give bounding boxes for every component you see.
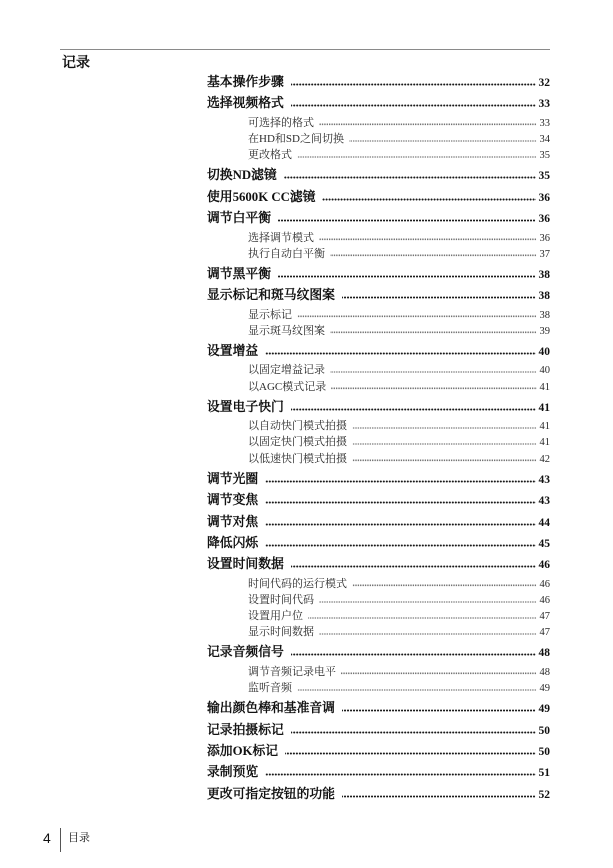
toc-subentry [248,576,550,592]
toc-entry [207,93,550,114]
toc-entry-title: 记录音频信号 [207,645,284,660]
toc-entry-title: 记录拍摄标记 [207,722,284,737]
toc-subentry-page: 41 [539,437,550,449]
dot-leader [352,427,537,429]
toc-entry-page: 35 [538,170,550,183]
footer-section-label: 目录 [68,832,90,844]
toc-entry-title: 基本操作步骤 [207,75,284,89]
toc-entry-page: 46 [538,559,550,572]
toc-subentry-page: 47 [539,627,550,639]
toc-subentry-group [207,230,550,264]
toc-subentry-title: 显示斑马纹图案 [248,324,325,337]
toc-subentry-page: 48 [539,666,550,678]
dot-leader [297,315,537,317]
toc-subentry-page: 47 [539,611,550,623]
dot-leader [265,544,535,547]
toc-entry-title: 设置时间数据 [207,557,284,572]
toc-entry [207,72,550,93]
toc-subentry-group [207,418,550,469]
dot-leader [330,331,537,333]
toc-subentry-page: 35 [539,150,550,162]
toc-subentry-title: 选择调节模式 [248,231,314,244]
toc-entry-title: 更改可指定按钮的功能 [207,786,335,801]
toc-subentry-title: 设置用户位 [248,610,303,623]
toc-subentry-title: 以自动快门模式拍摄 [248,420,347,433]
toc-entry [207,741,550,762]
dot-leader [331,387,536,389]
dot-leader [341,672,537,674]
toc-entry-title: 使用5600K CC滤镜 [207,189,316,204]
toc-subentry-page: 36 [539,232,550,244]
toc-entry-title: 设置增益 [207,344,259,359]
toc-subentry [248,115,550,131]
toc-entry-title: 降低闪烁 [207,535,259,550]
toc-entry-page: 36 [538,213,550,226]
toc-entry [207,762,550,783]
page-number: 4 [43,830,51,846]
toc-entry-title: 调节对焦 [207,514,259,529]
toc-subentry-title: 设置时间代码 [248,593,314,606]
toc-entry [207,490,550,511]
toc-entry-page: 32 [538,77,550,89]
toc-subentry [248,323,550,339]
toc-entry-page: 48 [538,647,550,660]
dot-leader [319,601,537,603]
toc-subentry-page: 39 [539,325,550,337]
toc-entry-page: 43 [538,473,550,486]
footer-divider [60,828,61,852]
toc-subentry-title: 以固定快门模式拍摄 [248,436,347,449]
dot-leader [352,459,537,461]
dot-leader [291,565,536,568]
dot-leader [352,584,537,586]
toc-entry-page: 36 [538,191,550,204]
toc-subentry [248,362,550,378]
toc-entry-page: 43 [538,495,550,508]
toc-subentry-title: 调节音频记录电平 [248,665,336,678]
toc-subentry-title: 以AGC模式记录 [248,380,327,393]
toc-subentry-page: 34 [539,133,550,145]
dot-leader [291,408,536,411]
dot-leader [265,501,535,504]
toc-subentry-page: 38 [539,309,550,321]
toc-subentry-group [207,115,550,166]
toc-subentry [248,418,550,434]
toc-entry-title: 录制预览 [207,765,259,780]
toc-subentry [248,451,550,467]
toc-subentry-title: 以固定增益记录 [248,364,325,377]
toc-subentry-title: 执行自动白平衡 [248,247,325,260]
toc-subentry-page: 46 [539,578,550,590]
toc-subentry-title: 在HD和SD之间切换 [248,132,344,145]
dot-leader [265,523,535,526]
toc-entry [207,720,550,741]
toc-subentry-page: 41 [539,421,550,433]
toc-entry-page: 49 [538,703,550,716]
toc-list [207,72,550,805]
toc-entry-title: 调节光圈 [207,471,259,486]
dot-leader [291,731,536,734]
dot-leader [278,219,536,222]
dot-leader [291,83,536,86]
toc-subentry-page: 42 [539,453,550,465]
dot-leader [297,689,537,691]
dot-leader [265,773,535,776]
dot-leader [330,371,537,373]
toc-entry [207,784,550,805]
toc-entry-page: 38 [538,268,550,281]
toc-entry-title: 切换ND滤镜 [207,168,277,183]
toc-entry [207,264,550,285]
toc-entry [207,642,550,663]
toc-entry-page: 51 [538,767,550,780]
toc-subentry-group [207,362,550,396]
toc-subentry-group [207,664,550,698]
toc-subentry [248,592,550,608]
dot-leader [319,238,537,240]
dot-leader [319,123,537,125]
toc-subentry [248,680,550,696]
toc-subentry-title: 以低速快门模式拍摄 [248,452,347,465]
toc-entry [207,469,550,490]
toc-subentry [248,379,550,395]
toc-entry [207,533,550,554]
toc-entry [207,341,550,362]
dot-leader [352,443,537,445]
toc-entry-page: 40 [538,346,550,359]
toc-entry [207,187,550,208]
toc-entry [207,698,550,719]
dot-leader [297,156,537,158]
toc-subentry [248,664,550,680]
toc-subentry-title: 显示标记 [248,308,292,321]
dot-leader [285,752,535,755]
toc-subentry-title: 更改格式 [248,149,292,162]
toc-entry [207,554,550,575]
toc-subentry [248,131,550,147]
toc-entry [207,512,550,533]
toc-subentry-page: 40 [539,365,550,377]
toc-subentry-page: 41 [539,381,550,393]
toc-entry-page: 50 [538,746,550,759]
toc-subentry [248,246,550,262]
toc-entry-title: 输出颜色棒和基准音调 [207,701,335,716]
toc-entry-title: 调节变焦 [207,493,259,508]
toc-subentry-group [207,307,550,341]
dot-leader [284,176,536,179]
toc-subentry [248,624,550,640]
toc-subentry-title: 监听音频 [248,682,292,695]
section-title: 记录 [62,54,90,70]
toc-entry-page: 44 [538,516,550,529]
toc-subentry [248,307,550,323]
toc-subentry-group [207,576,550,643]
dot-leader [342,296,536,299]
toc-subentry [248,147,550,163]
toc-entry [207,285,550,306]
toc-subentry-page: 49 [539,683,550,695]
toc-subentry-title: 可选择的格式 [248,116,314,129]
toc-subentry-page: 46 [539,594,550,606]
toc-subentry [248,230,550,246]
dot-leader [342,709,536,712]
dot-leader [342,795,536,798]
dot-leader [308,617,537,619]
dot-leader [330,254,537,256]
toc-entry-title: 添加OK标记 [207,744,279,759]
toc-subentry [248,608,550,624]
dot-leader [322,198,535,201]
dot-leader [291,653,536,656]
header-rule [60,49,550,50]
toc-entry-title: 设置电子快门 [207,399,284,414]
toc-subentry-title: 显示时间数据 [248,626,314,639]
toc-entry [207,397,550,418]
toc-entry-title: 调节白平衡 [207,211,271,226]
toc-entry-page: 52 [538,788,550,801]
toc-subentry [248,434,550,450]
toc-subentry-page: 37 [539,248,550,260]
dot-leader [265,352,535,355]
toc-entry-page: 38 [538,290,550,303]
toc-entry-title: 显示标记和斑马纹图案 [207,288,335,303]
dot-leader [319,633,537,635]
toc-entry [207,165,550,186]
dot-leader [278,275,536,278]
dot-leader [265,480,535,483]
toc-entry [207,208,550,229]
toc-entry-page: 41 [538,401,550,414]
dot-leader [291,104,536,107]
toc-subentry-title: 时间代码的运行模式 [248,577,347,590]
toc-entry-page: 45 [538,537,550,550]
dot-leader [349,140,537,142]
toc-entry-title: 调节黑平衡 [207,266,271,281]
toc-entry-title: 选择视频格式 [207,96,284,111]
toc-entry-page: 33 [538,98,550,111]
toc-subentry-page: 33 [539,117,550,129]
toc-entry-page: 50 [538,724,550,737]
